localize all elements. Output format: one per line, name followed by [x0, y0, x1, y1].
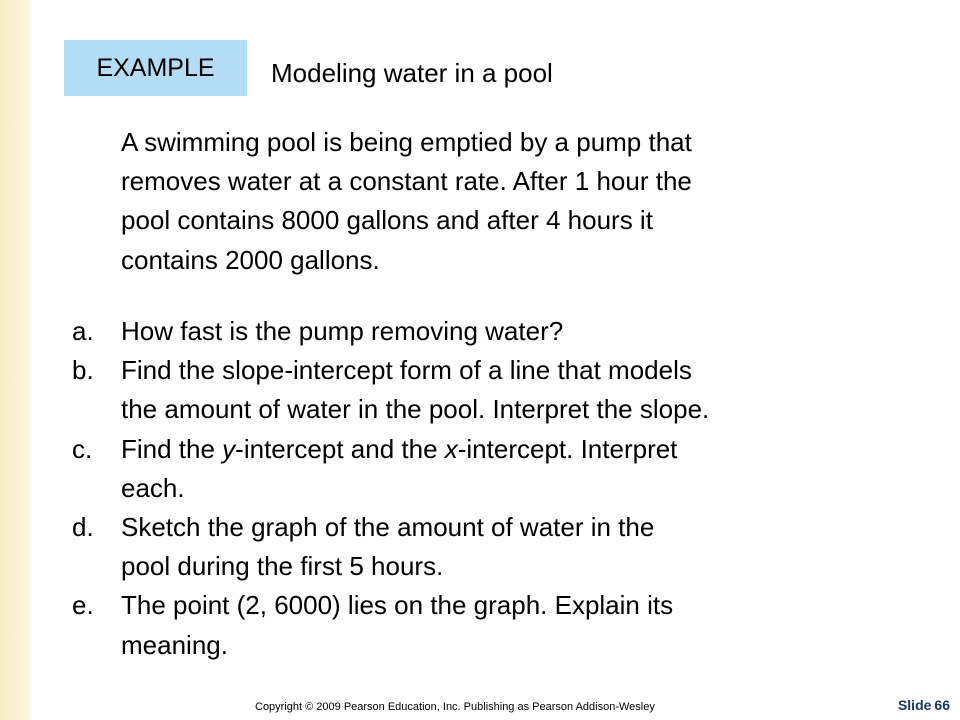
- question-b: [72, 351, 872, 429]
- question-d: [72, 508, 872, 586]
- side-decoration-bar: [0, 0, 30, 720]
- problem-line: contains 2000 gallons.: [121, 244, 380, 275]
- question-text: the amount of water in the pool. Interpret the slope.: [121, 394, 710, 425]
- question-c: [72, 430, 872, 508]
- slide-label: Slide: [897, 697, 932, 713]
- problem-line: pool contains 8000 gallons and after 4 hours it: [121, 205, 653, 236]
- text-segment: Find the: [121, 433, 223, 464]
- text-segment: -intercept. Interpret: [457, 433, 678, 464]
- italic-variable-x: x: [444, 433, 458, 464]
- copyright-notice: Copyright © 2009 Pearson Education, Inc. Publishing as Pearson Addison-Wesley: [255, 701, 655, 713]
- problem-line: removes water at a constant rate. After 1 hour the: [121, 166, 692, 197]
- question-text: pool during the first 5 hours.: [121, 551, 444, 582]
- question-a: [72, 312, 872, 351]
- question-text: meaning.: [121, 629, 228, 660]
- question-letter: d.: [72, 512, 94, 543]
- question-e: [72, 586, 872, 664]
- question-letter: a.: [72, 316, 94, 346]
- slide-number-value: 66: [934, 697, 950, 713]
- question-letter: e.: [72, 590, 94, 621]
- question-text: How fast is the pump removing water?: [121, 316, 564, 346]
- example-tag: EXAMPLE: [64, 40, 247, 96]
- question-text: Sketch the graph of the amount of water in the: [121, 512, 655, 543]
- question-list: [72, 312, 872, 665]
- question-letter: b.: [72, 355, 94, 386]
- question-text: The point (2, 6000) lies on the graph. Explain its: [121, 590, 674, 621]
- question-text: each.: [121, 472, 185, 503]
- question-letter: c.: [72, 433, 93, 464]
- question-text: [121, 430, 872, 469]
- text-segment: -intercept and the: [235, 433, 445, 464]
- problem-statement: [121, 123, 861, 280]
- slide-title: Modeling water in a pool: [271, 58, 553, 88]
- problem-line: A swimming pool is being emptied by a pump that: [121, 127, 692, 157]
- slide-number: [895, 697, 950, 713]
- question-text: Find the slope-intercept form of a line that models: [121, 355, 692, 386]
- italic-variable-y: y: [222, 433, 236, 464]
